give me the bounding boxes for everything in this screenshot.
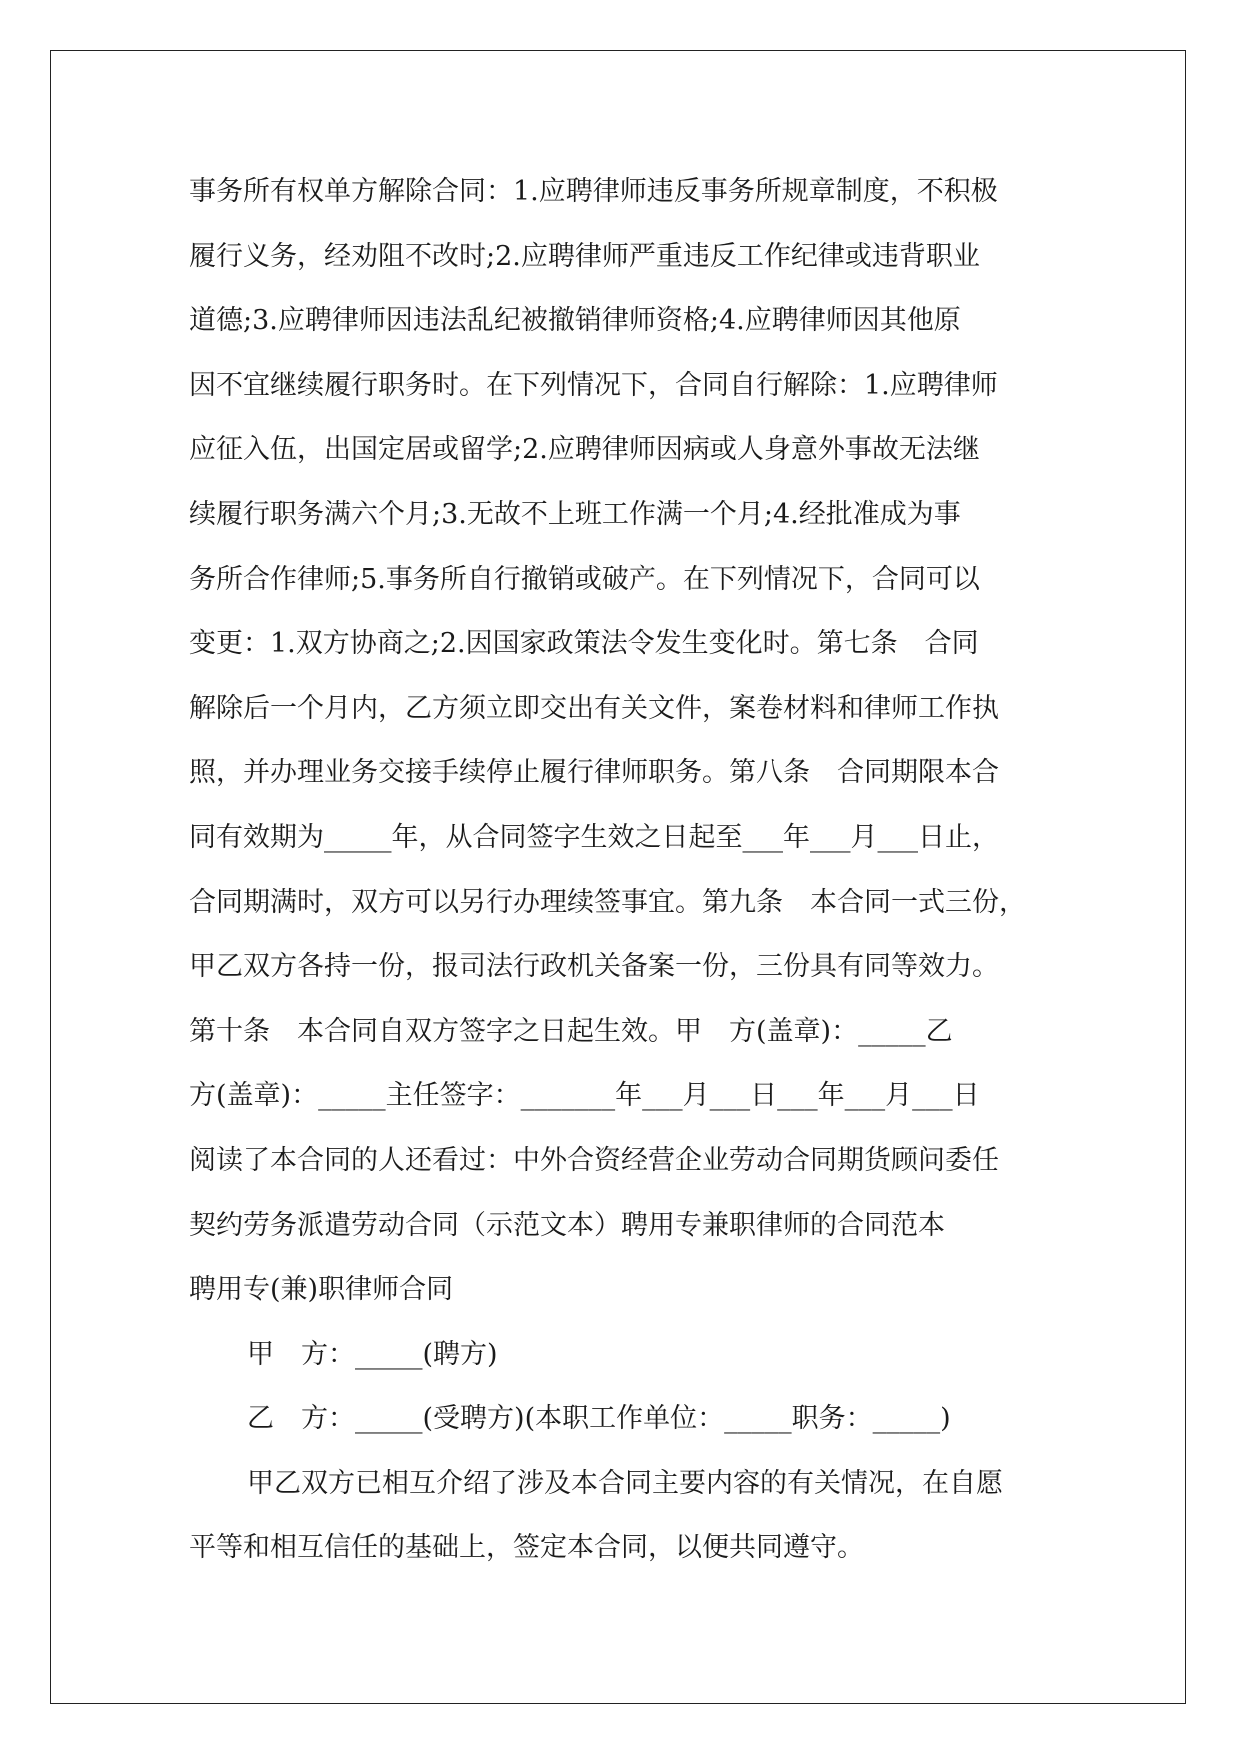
text-line: 同有效期为_____年，从合同签字生效之日起至___年___月___日止， [189,821,999,853]
document-body [189,160,1089,1581]
text-line: 平等和相互信任的基础上，签定本合同，以便共同遵守。 [189,1532,864,1564]
party-b-line: 乙 方：_____(受聘方)(本职工作单位：_____职务：_____) [247,1403,951,1435]
text-line: 续履行职务满六个月;3.无故不上班工作满一个月;4.经批准成为事 [189,498,961,530]
party-a-line: 甲 方：_____(聘方) [247,1338,498,1370]
text-line: 履行义务，经劝阻不改时;2.应聘律师严重违反工作纪律或违背职业 [189,240,980,272]
text-line: 方(盖章)：_____主任签字：_______年___月___日___年___月___日 [189,1080,980,1112]
text-line: 照，并办理业务交接手续停止履行律师职务。第八条 合同期限本合 [189,757,999,789]
text-line: 事务所有权单方解除合同：1.应聘律师违反事务所规章制度，不积极 [189,176,998,207]
text-line: 甲乙双方各持一份，报司法行政机关备案一份，三份具有同等效力。 [189,951,999,983]
related-reading-line: 阅读了本合同的人还看过：中外合资经营企业劳动合同期货顾问委任 [189,1144,999,1176]
contract-title: 聘用专(兼)职律师合同 [189,1274,454,1306]
text-line: 第十条 本合同自双方签字之日起生效。甲 方(盖章)：_____乙 [189,1015,953,1047]
text-line: 变更：1.双方协商之;2.因国家政策法令发生变化时。第七条 合同 [189,628,979,660]
related-reading-line: 契约劳务派遣劳动合同（示范文本）聘用专兼职律师的合同范本 [189,1209,945,1241]
text-line: 合同期满时，双方可以另行办理续签事宜。第九条 本合同一式三份， [189,886,1026,918]
text-line: 应征入伍，出国定居或留学;2.应聘律师因病或人身意外事故无法继 [189,434,980,466]
text-line: 因不宜继续履行职务时。在下列情况下，合同自行解除：1.应聘律师 [189,369,998,401]
text-line: 解除后一个月内，乙方须立即交出有关文件，案卷材料和律师工作执 [189,692,999,724]
text-line: 道德;3.应聘律师因违法乱纪被撤销律师资格;4.应聘律师因其他原 [189,305,961,337]
paragraph-start-line: 甲乙双方已相互介绍了涉及本合同主要内容的有关情况，在自愿 [247,1467,1003,1499]
text-line: 务所合作律师;5.事务所自行撤销或破产。在下列情况下，合同可以 [189,563,980,595]
